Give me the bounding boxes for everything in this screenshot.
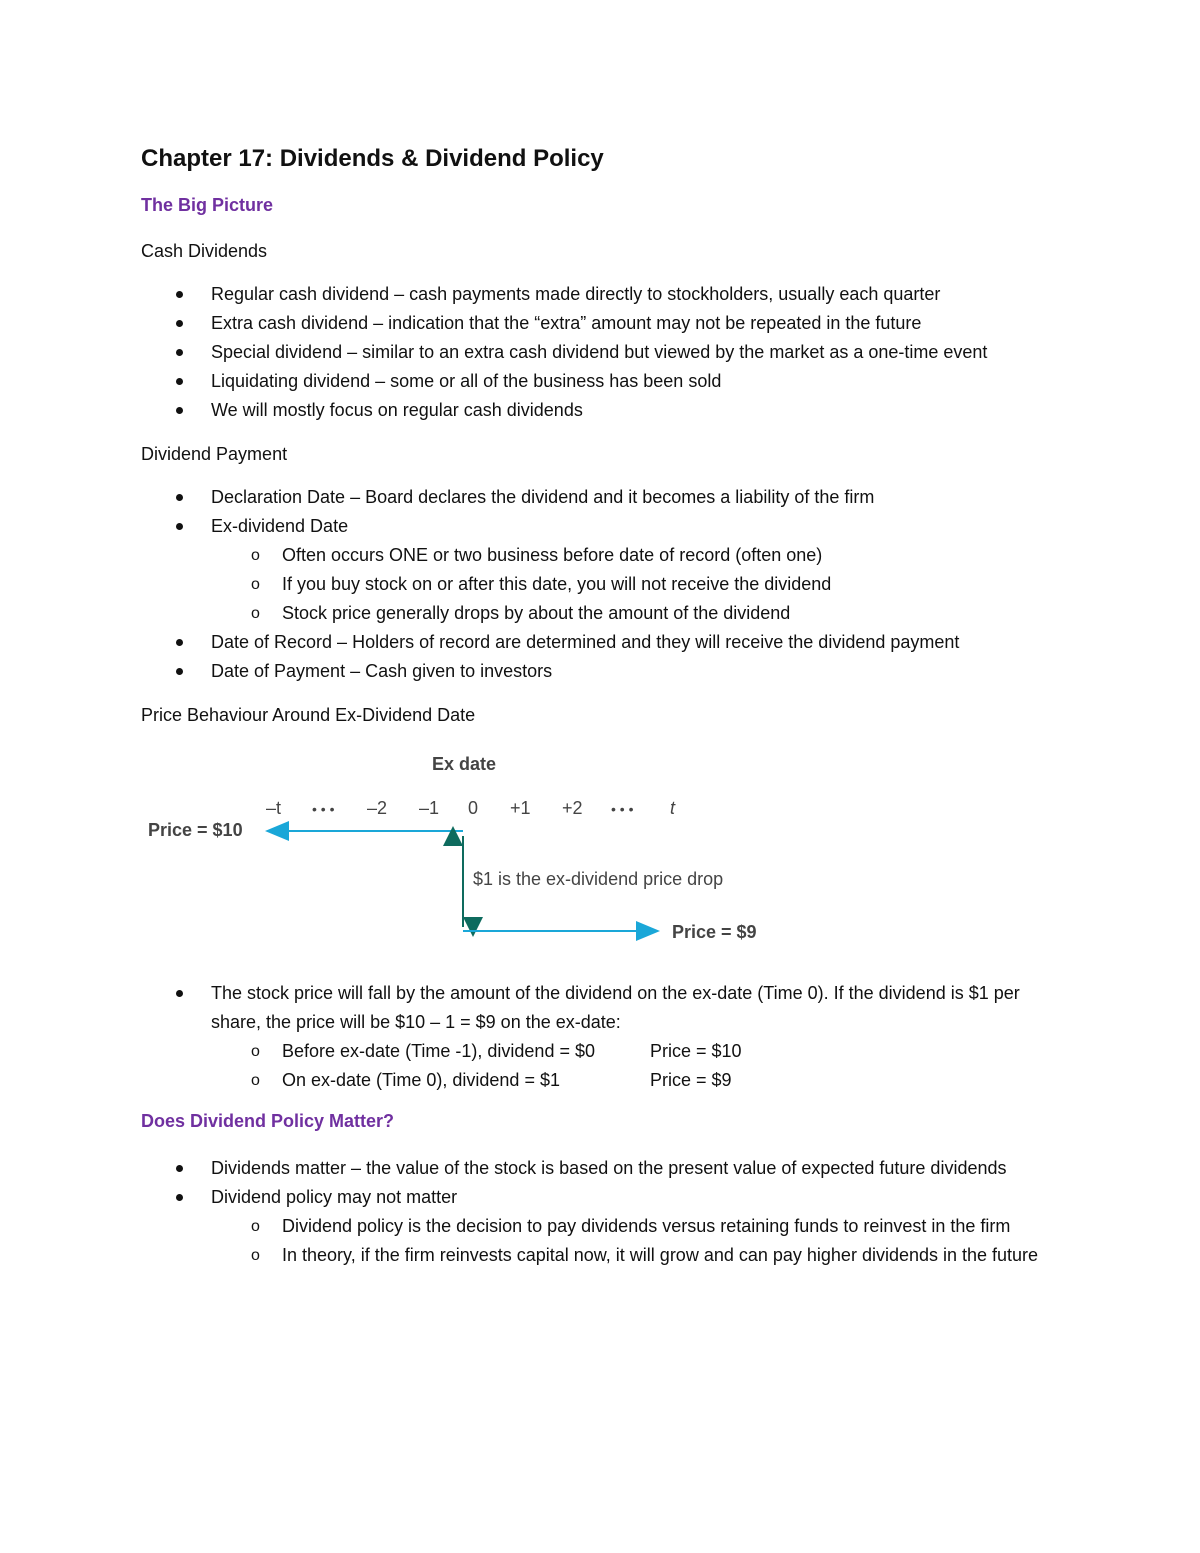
list-item: Date of Payment – Cash given to investors [141,657,1061,686]
list-item: Liquidating dividend – some or all of the business has been sold [141,367,1061,396]
tick-label: t [670,798,676,818]
policy-list [141,1154,1061,1270]
tick-label: 0 [468,798,479,818]
list-item-ex-dividend [141,512,1061,628]
sub-list-item: o If you buy stock on or after this date, you will not receive the dividend [141,570,1061,599]
price-drop-label: $1 is the ex-dividend price drop [473,869,724,889]
document-page [141,140,1061,1286]
list-item: Special dividend – similar to an extra cash dividend but viewed by the market as a one-time event [141,338,1061,367]
ex-dividend-diagram-svg [141,744,1061,959]
price-explanation-text: The stock price will fall by the amount of the dividend on the ex-date (Time 0). If the dividend is $1 per share, the price will be $10 – 1 = $9 on the ex-date: [211,983,1020,1032]
tick-label: –2 [367,798,388,818]
sub-list-item: o In theory, if the firm reinvests capital now, it will grow and can pay higher dividends in the future [141,1241,1061,1270]
sub-list-item: o Stock price generally drops by about the amount of the dividend [141,599,1061,628]
list-item-may-not-matter [141,1183,1061,1270]
list-item-price-explanation [141,979,1061,1095]
price-explanation-list [141,979,1061,1095]
case-text: Before ex-date (Time -1), dividend = $0 [282,1041,595,1061]
list-item: Dividends matter – the value of the stock is based on the present value of expected future dividends [141,1154,1061,1183]
case-text: On ex-date (Time 0), dividend = $1 [282,1070,560,1090]
sub-list-item: o Often occurs ONE or two business before date of record (often one) [141,541,1061,570]
chapter-title: Chapter 17: Dividends & Dividend Policy [141,145,604,172]
list-item: Declaration Date – Board declares the dividend and it becomes a liability of the firm [141,483,1061,512]
subheading-price-behaviour: Price Behaviour Around Ex-Dividend Date [141,705,476,725]
price-after-label: Price = $9 [672,922,757,942]
list-item: Regular cash dividend – cash payments made directly to stockholders, usually each quarter [141,280,1061,309]
list-item: We will mostly focus on regular cash dividends [141,396,1061,425]
ex-dividend-sublist [141,541,1061,628]
price-before-label: Price = $10 [148,820,243,840]
may-not-matter-sublist [141,1212,1061,1270]
tick-label: +2 [562,798,583,818]
price-cases-sublist [141,1037,1061,1095]
sub-list-item: o Dividend policy is the decision to pay dividends versus retaining funds to reinvest in the firm [141,1212,1061,1241]
tick-label: • • • [611,801,634,817]
section-heading-policy: Does Dividend Policy Matter? [141,1111,395,1131]
ex-dividend-label: Ex-dividend Date [211,516,349,536]
may-not-matter-label: Dividend policy may not matter [211,1187,458,1207]
list-item: Date of Record – Holders of record are determined and they will receive the dividend payment [141,628,1061,657]
sub-list-item [141,1066,1061,1095]
subheading-dividend-payment: Dividend Payment [141,444,288,464]
dividend-payment-list [141,483,1061,686]
subheading-cash-dividends: Cash Dividends [141,241,268,261]
ex-dividend-diagram [141,744,1061,959]
tick-label: –t [266,798,282,818]
section-heading-big-picture: The Big Picture [141,195,274,215]
case-price: Price = $10 [650,1041,742,1061]
case-price: Price = $9 [650,1070,732,1090]
cash-dividends-list [141,280,1061,425]
tick-label: –1 [419,798,440,818]
tick-label: • • • [312,801,335,817]
list-item: Extra cash dividend – indication that the “extra” amount may not be repeated in the future [141,309,1061,338]
tick-label: +1 [510,798,531,818]
sub-list-item [141,1037,1061,1066]
ex-date-label: Ex date [432,754,497,774]
